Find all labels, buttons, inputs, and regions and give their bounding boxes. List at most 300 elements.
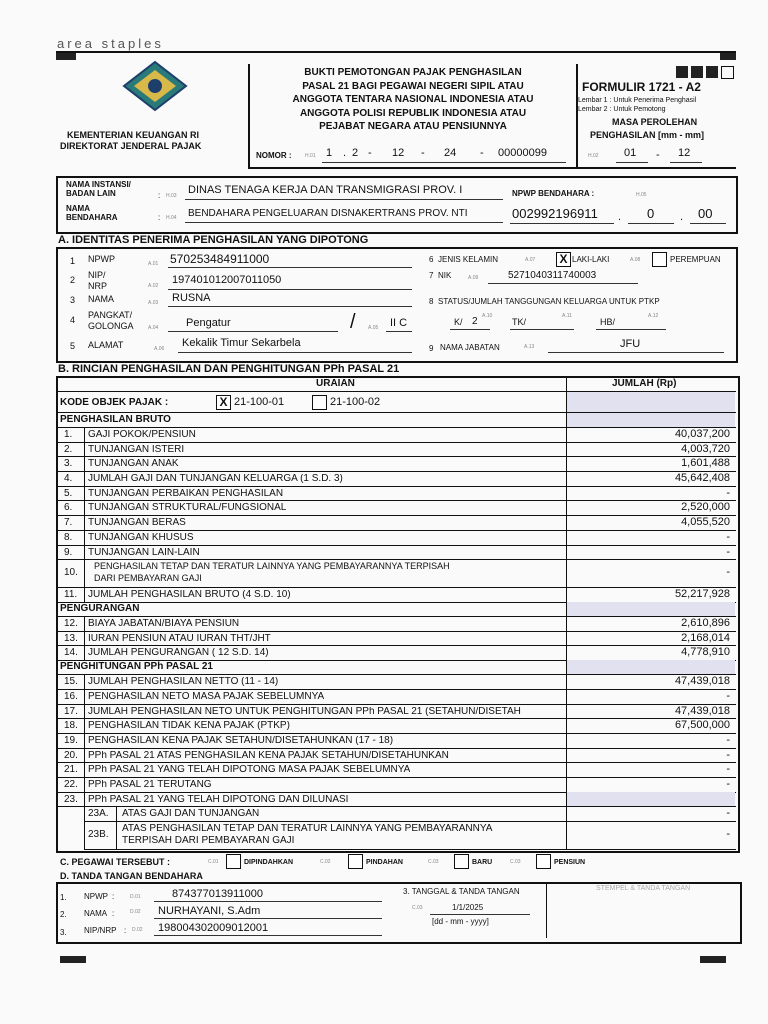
d-nip-value: 198004302009012001 <box>158 922 269 934</box>
tanggal-label: 3. TANGGAL & TANDA TANGAN <box>403 887 520 896</box>
npwp-bendahara-3: 00 <box>698 206 713 221</box>
section-b-title: B. RINCIAN PENGHASILAN DAN PENGHITUNGAN PPh PASAL 21 <box>58 363 400 375</box>
row-label: JUMLAH PENGHASILAN NETTO (11 - 14) <box>88 677 279 687</box>
col-rule <box>84 427 85 442</box>
row-label: TUNJANGAN ANAK <box>88 459 179 469</box>
nomor-part: 24 <box>444 147 457 159</box>
row-label: TUNJANGAN STRUKTURAL/FUNGSIONAL <box>88 503 287 513</box>
kode-objek-label: KODE OBJEK PAJAK : <box>60 397 169 408</box>
col-rule <box>84 471 85 486</box>
tk-label: TK/ <box>512 317 527 327</box>
row-number: 6. <box>64 502 73 513</box>
table-rule <box>58 486 736 487</box>
row-amount: 4,778,910 <box>681 646 730 658</box>
field-underline <box>548 352 724 353</box>
row-number: 10. <box>64 567 78 578</box>
instansi-label-2: BADAN LAIN <box>66 189 116 198</box>
col-rule <box>84 645 85 660</box>
nomor-part: 1 <box>326 147 333 159</box>
masa-label: MASA PEROLEHAN <box>612 117 698 127</box>
jabatan-label: NAMA JABATAN <box>440 343 500 352</box>
col-rule <box>116 806 117 821</box>
table-rule <box>58 689 736 690</box>
d-nip-label: NIP/NRP <box>84 926 117 935</box>
table-rule <box>58 456 736 457</box>
masa-to: 12 <box>678 147 691 159</box>
row-label: GAJI POKOK/PENSIUN <box>88 430 196 440</box>
pensiun-checkbox[interactable] <box>536 854 551 869</box>
row-number: 4 <box>70 315 76 325</box>
table-rule <box>58 515 736 516</box>
nama-label: NAMA <box>88 294 115 304</box>
row-amount: - <box>726 531 730 543</box>
form-mark <box>676 66 688 78</box>
stempel-divider <box>546 884 547 938</box>
table-rule <box>58 559 736 560</box>
row-amount: - <box>726 778 730 790</box>
d-nama-value: NURHAYANI, S.Adm <box>158 905 261 917</box>
col-rule <box>84 762 85 777</box>
hb-label: HB/ <box>600 317 616 327</box>
npwp-code: A.01 <box>148 261 159 267</box>
field-underline <box>178 352 412 353</box>
row-number: 14. <box>64 647 78 658</box>
form-title <box>252 66 574 134</box>
row-label: JUMLAH PENGURANGAN ( 12 S.D. 14) <box>88 648 269 658</box>
row-number: 7. <box>64 517 73 528</box>
table-rule <box>58 762 736 763</box>
jk-code: A.07 <box>525 257 536 263</box>
row-number: 15. <box>64 676 78 687</box>
field-underline <box>450 329 490 330</box>
form-name: FORMULIR 1721 - A2 <box>582 80 701 94</box>
col-rule <box>84 486 85 501</box>
nik-value: 5271040311740003 <box>508 270 597 281</box>
pangkat-label: PANGKAT/ <box>88 310 133 320</box>
nomor-label: NOMOR : <box>256 151 292 160</box>
k-label: K/ <box>454 317 463 327</box>
masa-from: 01 <box>624 147 637 159</box>
row-number: 1 <box>70 256 76 266</box>
npwp-bendahara-label: NPWP BENDAHARA : <box>512 189 595 198</box>
table-rule <box>58 704 736 705</box>
c01-code: C.01 <box>208 859 219 865</box>
table-rule <box>58 427 736 428</box>
col-rule <box>84 777 85 792</box>
row-label: JUMLAH PENGHASILAN BRUTO (4 S.D. 10) <box>88 590 291 600</box>
row-amount: - <box>726 690 730 702</box>
row-number: 17. <box>64 706 78 717</box>
table-rule <box>58 631 736 632</box>
section-d-title: D. TANDA TANGAN BENDAHARA <box>60 871 203 881</box>
nip-code: A.02 <box>148 283 159 289</box>
row-label: PENGHASILAN TIDAK KENA PAJAK (PTKP) <box>88 721 290 731</box>
row-number: 16. <box>64 691 78 702</box>
d-nama-label: NAMA <box>84 909 108 918</box>
row-number: 1. <box>64 429 73 440</box>
row-amount: 2,610,896 <box>681 617 730 629</box>
shaded-cell <box>567 792 735 807</box>
row-label: ATAS GAJI DAN TUNJANGAN <box>122 809 260 819</box>
nomor-part: 2 <box>352 147 359 159</box>
col-jumlah: JUMLAH (Rp) <box>612 378 677 389</box>
corner-mark <box>700 956 726 963</box>
form-mark <box>721 66 734 79</box>
row-amount: - <box>726 487 730 499</box>
directorate-name: DIREKTORAT JENDERAL PAJAK <box>60 141 202 151</box>
amount-column-rule <box>566 377 567 849</box>
field-underline <box>154 935 382 936</box>
laki-laki-label: LAKI-LAKI <box>572 255 610 264</box>
lembar-2: Lembar 2 : Untuk Pemotong <box>578 106 666 113</box>
col-rule <box>84 689 85 704</box>
k-value: 2 <box>472 316 478 327</box>
jk-label: JENIS KELAMIN <box>438 255 499 264</box>
row-amount: - <box>726 734 730 746</box>
row-label: PPh PASAL 21 YANG TELAH DIPOTONG MASA PAJAK SEBELUMNYA <box>88 765 411 775</box>
row-label: TUNJANGAN BERAS <box>88 518 186 528</box>
hb-code: A.12 <box>648 313 659 319</box>
nomor-code: H.01 <box>305 153 316 159</box>
c03b-code: C.03 <box>510 859 521 865</box>
c02-code: C.02 <box>320 859 331 865</box>
field-underline <box>168 331 338 332</box>
field-underline <box>488 283 638 284</box>
baru-checkbox[interactable] <box>454 854 469 869</box>
row-number: 4. <box>64 473 73 484</box>
table-rule <box>58 442 736 443</box>
row-label: PENGHASILAN TETAP DAN TERATUR LAINNYA YANG PEMBAYARANNYA TERPISAH <box>94 561 450 571</box>
row-number: 22. <box>64 779 78 790</box>
row-amount: - <box>726 749 730 761</box>
table-rule <box>58 718 736 719</box>
npwp-bendahara-code: H.05 <box>636 192 647 198</box>
masa-underline <box>670 162 702 163</box>
tanggal-code: C.03 <box>412 905 423 911</box>
col-rule <box>84 733 85 748</box>
kode-21-100-01-checkbox[interactable]: X <box>216 395 231 410</box>
nama-code: A.03 <box>148 300 159 306</box>
npwp-bendahara-2: 0 <box>647 206 655 221</box>
row-number: 2. <box>60 910 67 919</box>
title-line: ANGGOTA TENTARA NASIONAL INDONESIA ATAU <box>292 94 534 106</box>
corner-mark <box>720 52 736 60</box>
col-rule <box>84 704 85 719</box>
row-amount: - <box>726 807 730 819</box>
col-rule <box>84 442 85 457</box>
nip-label-2: NRP <box>88 281 108 291</box>
row-amount: - <box>726 566 730 578</box>
col-rule <box>84 545 85 560</box>
alamat-code: A.06 <box>154 346 165 352</box>
col-rule <box>84 587 85 602</box>
col-rule <box>84 806 85 821</box>
row-number: 1. <box>60 893 67 902</box>
row-amount: 4,003,720 <box>681 443 730 455</box>
col-uraian: URAIAN <box>316 378 355 389</box>
tanggal-value: 1/1/2025 <box>452 903 484 912</box>
row-number: 8 <box>429 297 434 306</box>
row-amount: 4,055,520 <box>681 516 730 528</box>
row-number: 5. <box>64 488 73 499</box>
table-rule <box>84 849 736 850</box>
row-amount: 67,500,000 <box>674 719 730 731</box>
row-label: TUNJANGAN PERBAIKAN PENGHASILAN <box>88 489 284 499</box>
pangkat-code: A.04 <box>148 325 159 331</box>
alamat-label: ALAMAT <box>88 340 124 350</box>
row-label: PPh PASAL 21 YANG TELAH DIPOTONG DAN DILUNASI <box>88 795 349 805</box>
row-amount: 40,037,200 <box>674 428 730 440</box>
area-staples-label: area staples <box>57 36 164 51</box>
perempuan-label: PEREMPUAN <box>670 255 721 264</box>
row-label: PPh PASAL 21 TERUTANG <box>88 780 212 790</box>
golongan-value: II C <box>390 317 408 329</box>
table-rule <box>58 777 736 778</box>
row-number: 20. <box>64 750 78 761</box>
table-rule <box>58 645 736 646</box>
row-amount: 47,439,018 <box>674 675 730 687</box>
golongan-code: A.05 <box>368 325 379 331</box>
kode-21-100-02-label: 21-100-02 <box>330 396 381 408</box>
dipindahkan-checkbox[interactable] <box>226 854 241 869</box>
row-label: JUMLAH GAJI DAN TUNJANGAN KELUARGA (1 S.D. 3) <box>88 474 343 484</box>
npwp-bendahara-value: 002992196911 <box>512 206 598 221</box>
field-underline <box>386 331 412 332</box>
tk-code: A.11 <box>562 313 572 319</box>
row-number: 21. <box>64 764 78 775</box>
row-number: 23. <box>64 794 78 805</box>
row-number: 9. <box>64 547 73 558</box>
table-rule <box>58 587 736 588</box>
table-rule <box>58 530 736 531</box>
row-amount: - <box>726 546 730 558</box>
alamat-value: Kekalik Timur Sekarbela <box>182 337 301 349</box>
col-rule <box>84 821 85 849</box>
field-underline <box>596 329 666 330</box>
table-rule <box>58 545 736 546</box>
shaded-cell <box>567 392 735 412</box>
row-number: 9 <box>429 344 434 353</box>
npwp-value: 570253484911000 <box>170 252 270 266</box>
bendahara-underline <box>185 222 503 223</box>
perempuan-checkbox[interactable] <box>652 252 667 267</box>
row-number: 11. <box>64 589 78 600</box>
masa-label-2: PENGHASILAN [mm - mm] <box>590 130 705 140</box>
stempel-label: STEMPEL & TANDA TANGAN <box>596 885 691 892</box>
npwp-underline <box>628 223 674 224</box>
nama-value: RUSNA <box>172 292 211 304</box>
d-nip-code: D.02 <box>132 927 143 933</box>
c03-code: C.03 <box>428 859 439 865</box>
group-heading: PENGHASILAN BRUTO <box>60 414 171 425</box>
nip-label: NIP/ <box>88 270 106 280</box>
masa-underline <box>616 162 648 163</box>
jabatan-code: A.13 <box>524 344 535 350</box>
status-label: STATUS/JUMLAH TANGGUNGAN KELUARGA UNTUK PTKP <box>438 297 660 306</box>
section-a-title: A. IDENTITAS PENERIMA PENGHASILAN YANG DIPOTONG <box>58 234 369 246</box>
nomor-part: 12 <box>392 147 405 159</box>
col-rule <box>84 530 85 545</box>
row-amount: 2,520,000 <box>681 501 730 513</box>
col-rule <box>84 718 85 733</box>
d-npwp-label: NPWP <box>84 892 108 901</box>
kode-21-100-02-checkbox[interactable] <box>312 395 327 410</box>
row-number: 19. <box>64 735 78 746</box>
nik-label: NIK <box>438 271 452 280</box>
dipindahkan-label: DIPINDAHKAN <box>244 859 293 866</box>
npwp-label: NPWP <box>88 254 115 264</box>
header-bottom-rule <box>248 167 736 169</box>
instansi-value: DINAS TENAGA KERJA DAN TRANSMIGRASI PROV. I <box>188 184 463 196</box>
table-rule <box>58 806 736 807</box>
bendahara-label: NAMA <box>66 204 90 213</box>
row-number: 12. <box>64 618 78 629</box>
row-label: JUMLAH PENGHASILAN NETO UNTUK PENGHITUNGAN PPh PASAL 21 (SETAHUN/DISETAH <box>88 707 521 717</box>
field-underline <box>510 329 574 330</box>
col-rule <box>84 456 85 471</box>
row-number: 7 <box>429 271 434 280</box>
nomor-part: 00000099 <box>498 147 547 159</box>
field-underline <box>430 914 530 915</box>
title-line: PEJABAT NEGARA ATAU PENSIUNNYA <box>319 121 507 133</box>
pangkat-value: Pengatur <box>186 317 231 329</box>
row-number: 23B. <box>88 829 109 840</box>
row-number: 2 <box>70 275 76 285</box>
table-rule <box>58 733 736 734</box>
row-amount: 1,601,488 <box>681 457 730 469</box>
row-label: IURAN PENSIUN ATAU IURAN THT/JHT <box>88 634 271 644</box>
section-c-title: C. PEGAWAI TERSEBUT : <box>60 857 171 867</box>
col-rule <box>84 559 85 587</box>
row-number: 13. <box>64 633 78 644</box>
baru-label: BARU <box>472 859 493 866</box>
row-label: TUNJANGAN KHUSUS <box>88 533 194 543</box>
row-label-continued: DARI PEMBAYARAN GAJI <box>94 573 202 583</box>
jabatan-value: JFU <box>620 338 641 350</box>
row-number: 18. <box>64 720 78 731</box>
field-underline <box>154 918 382 919</box>
col-rule <box>84 631 85 646</box>
row-label-continued: TERPISAH DARI PEMBAYARAN GAJI <box>122 835 295 846</box>
perempuan-code: A.08 <box>630 257 641 263</box>
row-amount: 45,642,408 <box>674 472 730 484</box>
row-number: 23A. <box>88 808 109 819</box>
row-amount: - <box>726 828 730 840</box>
pindahan-checkbox[interactable] <box>348 854 363 869</box>
corner-mark <box>56 52 76 60</box>
title-line: ANGGOTA POLISI REPUBLIK INDONESIA ATAU <box>299 107 527 119</box>
lembar-1: Lembar 1 : Untuk Penerima Penghasil <box>578 97 697 104</box>
form-mark <box>706 66 718 78</box>
shaded-cell <box>567 413 735 427</box>
table-rule <box>58 674 736 675</box>
row-label: PPh PASAL 21 ATAS PENGHASILAN KENA PAJAK SETAHUN/DISETAHUNKAN <box>88 751 449 761</box>
shaded-cell <box>567 602 735 616</box>
col-rule <box>84 748 85 763</box>
ministry-logo <box>120 60 190 112</box>
bendahara-code: H.04 <box>166 215 177 221</box>
bendahara-label-2: BENDAHARA <box>66 213 118 222</box>
row-number: 6 <box>429 255 434 264</box>
title-line: PASAL 21 BAGI PEGAWAI NEGERI SIPIL ATAU <box>302 80 524 92</box>
title-line: BUKTI PEMOTONGAN PAJAK PENGHASILAN <box>304 67 522 78</box>
col-rule <box>84 500 85 515</box>
table-rule <box>58 471 736 472</box>
row-number: 2. <box>64 444 73 455</box>
row-label: PENGHASILAN NETO MASA PAJAK SEBELUMNYA <box>88 692 325 702</box>
d-npwp-value: 874377013911000 <box>172 888 263 900</box>
row-number: 3. <box>60 928 67 937</box>
nik-code: A.09 <box>468 275 479 281</box>
instansi-underline <box>185 199 503 200</box>
bendahara-value: BENDAHARA PENGELUARAN DISNAKERTRANS PROV. NTI <box>188 208 468 219</box>
row-label: BIAYA JABATAN/BIAYA PENSIUN <box>88 619 240 629</box>
row-amount: - <box>726 763 730 775</box>
group-heading: PENGURANGAN <box>60 603 140 614</box>
masa-code: H.02 <box>588 153 599 159</box>
d-nama-code: D.02 <box>130 909 141 915</box>
npwp-underline <box>690 223 726 224</box>
pangkat-label-2: GOLONGA <box>88 321 134 331</box>
row-number: 8. <box>64 532 73 543</box>
kode-21-100-01-label: 21-100-01 <box>234 396 285 408</box>
field-underline <box>154 901 382 902</box>
shaded-cell <box>567 660 735 674</box>
row-amount: 2,168,014 <box>681 632 730 644</box>
col-rule <box>84 515 85 530</box>
form-mark <box>691 66 703 78</box>
field-underline <box>168 267 412 268</box>
tanggal-format: [dd - mm - yyyy] <box>432 917 489 926</box>
col-rule <box>84 792 85 807</box>
npwp-underline <box>510 223 614 224</box>
col-rule <box>84 616 85 631</box>
row-amount: 52,217,928 <box>674 588 730 600</box>
row-label: TUNJANGAN ISTERI <box>88 445 185 455</box>
ministry-name: KEMENTERIAN KEUANGAN RI <box>67 130 200 140</box>
corner-mark <box>60 956 86 963</box>
laki-laki-checkbox[interactable]: X <box>556 252 571 267</box>
k-code: A.10 <box>482 313 493 319</box>
table-rule <box>84 821 736 822</box>
field-underline <box>168 289 412 290</box>
nip-value: 197401012007011050 <box>172 274 282 286</box>
row-label: ATAS PENGHASILAN TETAP DAN TERATUR LAINNYA YANG PEMBAYARANNYA <box>122 823 493 834</box>
header-divider <box>248 64 250 168</box>
row-number: 3. <box>64 458 73 469</box>
row-number: 3 <box>70 295 76 305</box>
group-heading: PENGHITUNGAN PPh PASAL 21 <box>60 661 213 673</box>
pindahan-label: PINDAHAN <box>366 859 403 866</box>
row-amount: 47,439,018 <box>674 705 730 717</box>
row-number: 5 <box>70 341 76 351</box>
instansi-code: H.03 <box>166 193 177 199</box>
table-rule <box>58 748 736 749</box>
row-label: TUNJANGAN LAIN-LAIN <box>88 548 200 558</box>
field-underline <box>168 306 412 307</box>
table-rule <box>58 616 736 617</box>
nomor-underline <box>322 162 566 163</box>
d-npwp-code: D.01 <box>130 894 141 900</box>
pensiun-label: PENSIUN <box>554 859 586 866</box>
col-rule <box>84 674 85 689</box>
header-divider <box>576 64 578 168</box>
instansi-label: NAMA INSTANSI/ <box>66 180 131 189</box>
row-label: PENGHASILAN KENA PAJAK SETAHUN/DISETAHUNKAN (17 - 18) <box>88 736 394 746</box>
top-rule <box>56 51 736 53</box>
table-rule <box>58 500 736 501</box>
col-rule <box>116 821 117 849</box>
